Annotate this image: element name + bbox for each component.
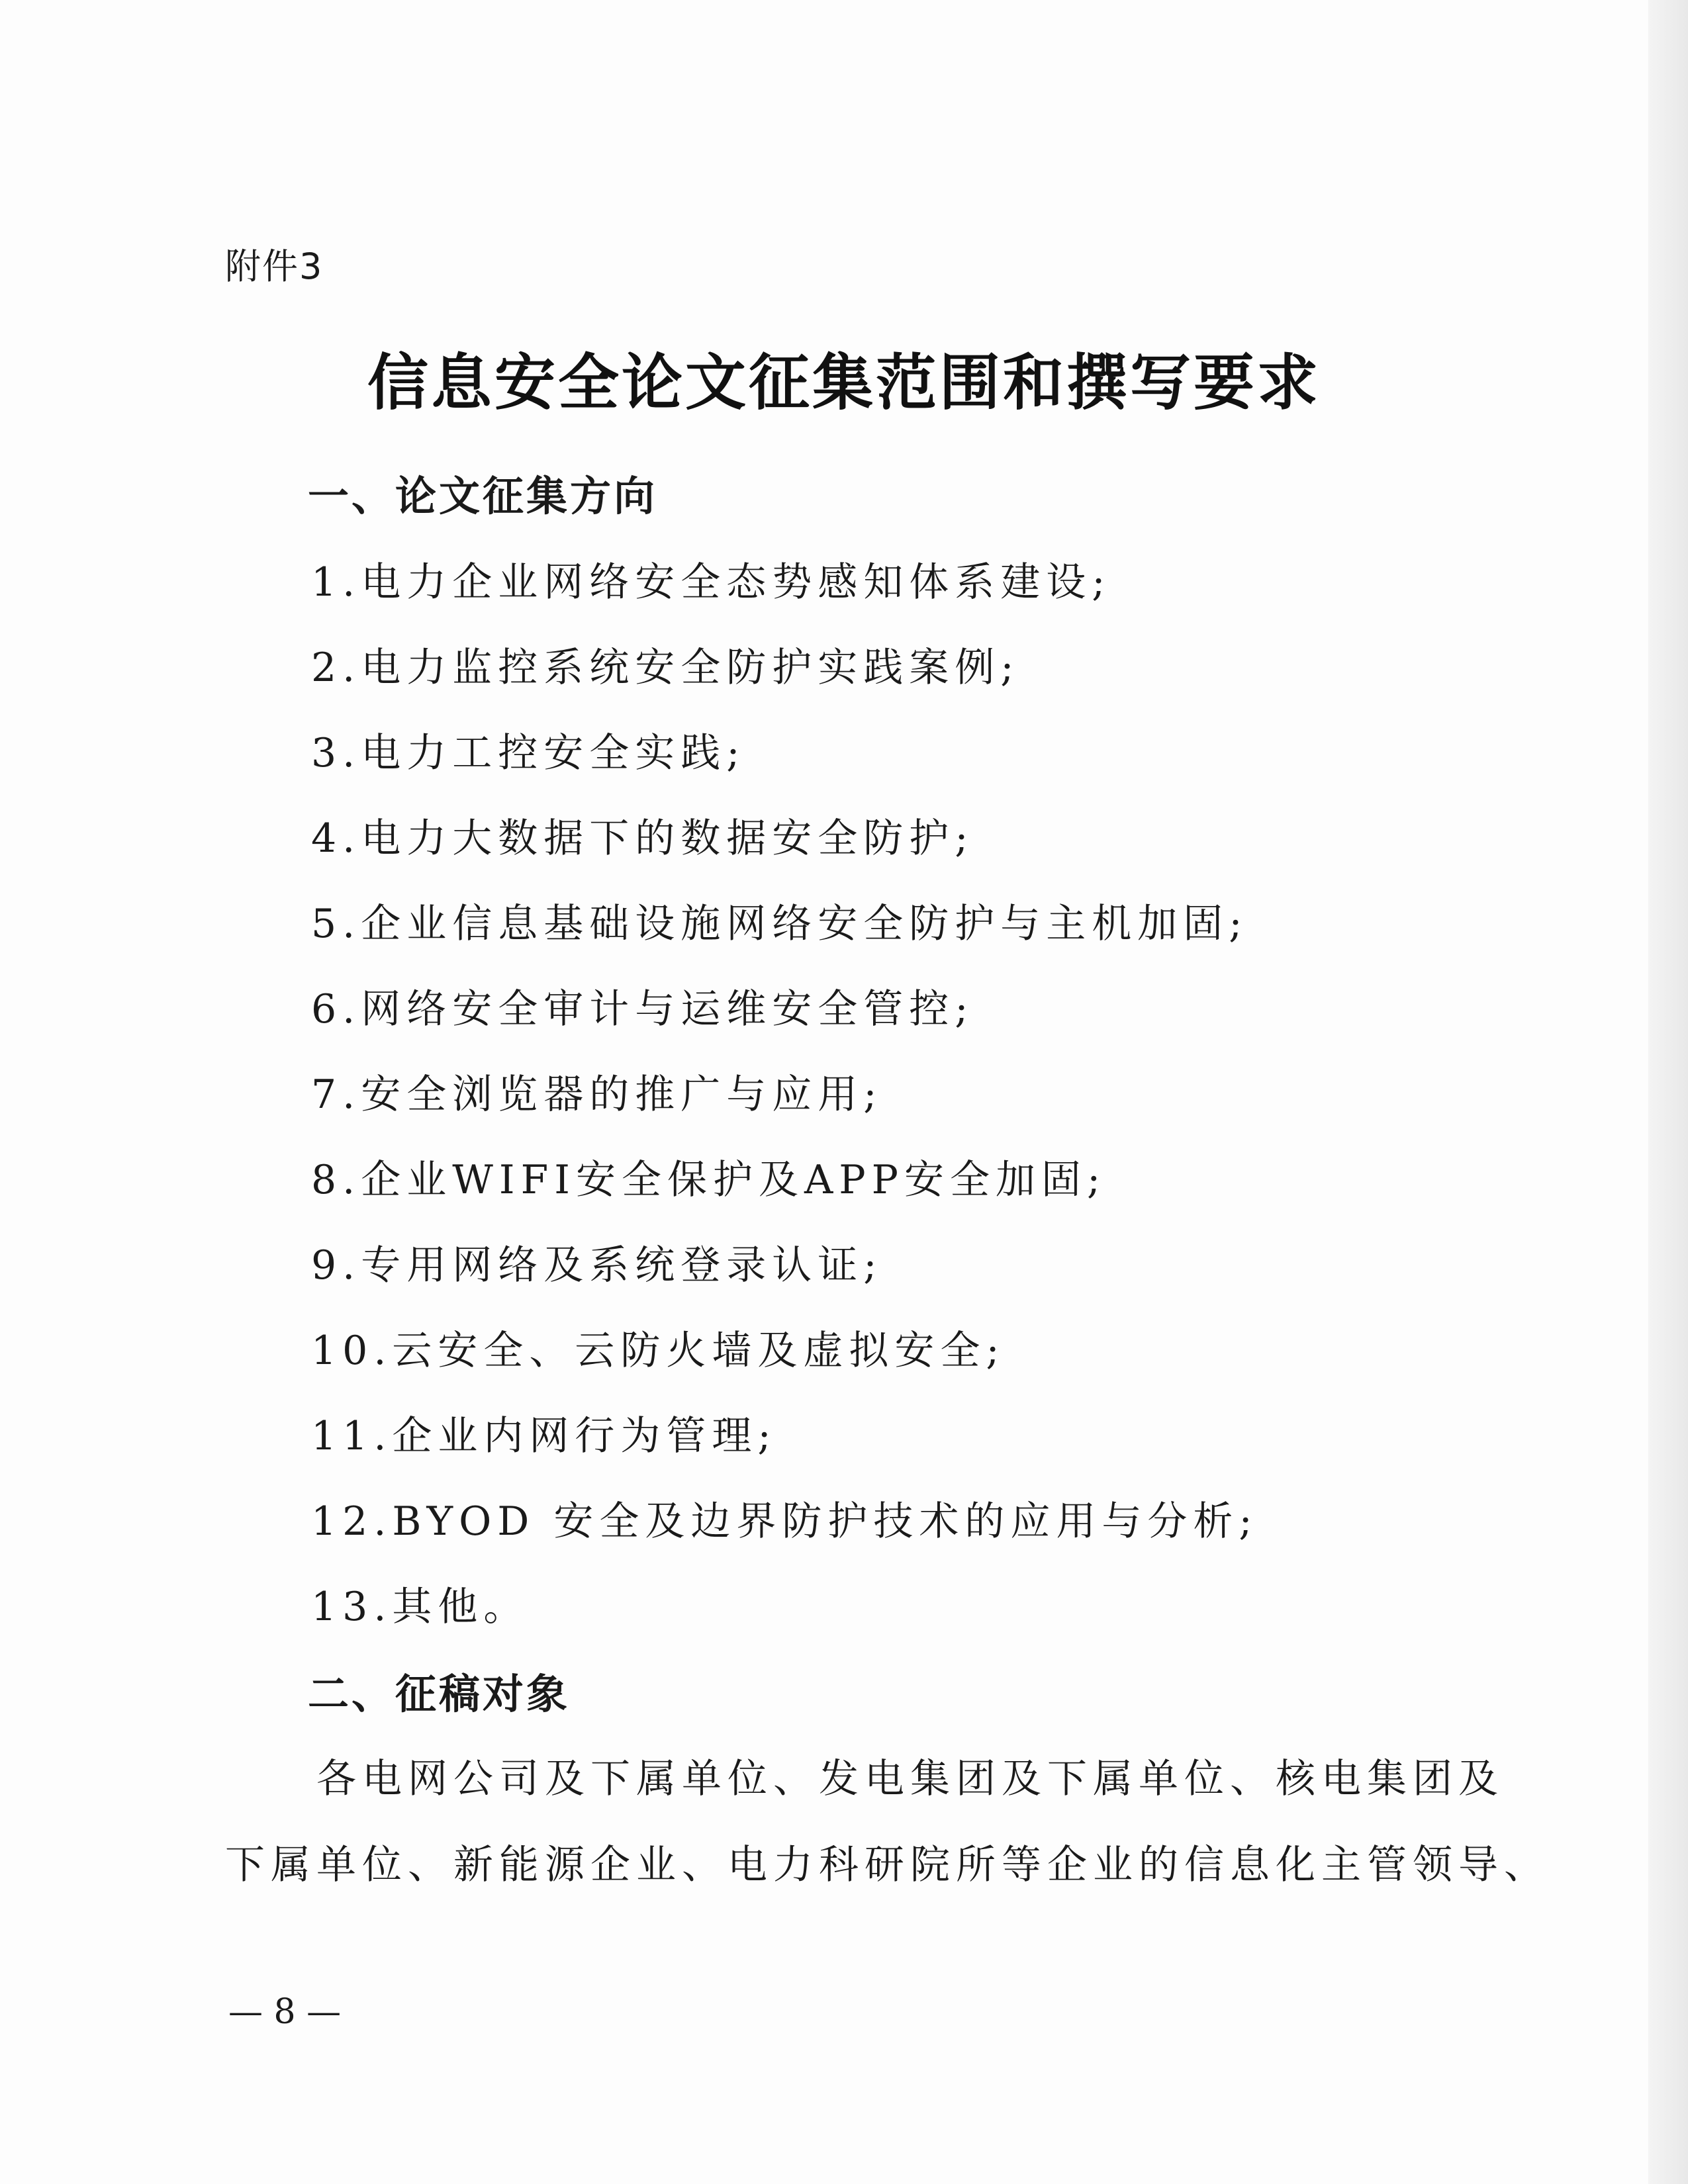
scan-edge xyxy=(1648,0,1688,2184)
section-heading-collection-directions: 一、论文征集方向 xyxy=(308,472,658,520)
list-item: 1.电力企业网络安全态势感知体系建设; xyxy=(311,559,1111,606)
list-item: 9.专用网络及系统登录认证; xyxy=(311,1242,883,1289)
list-item: 2.电力监控系统安全防护实践案例; xyxy=(311,645,1020,691)
list-item: 5.企业信息基础设施网络安全防护与主机加固; xyxy=(311,901,1248,947)
list-item: 12.BYOD 安全及边界防护技术的应用与分析; xyxy=(311,1498,1258,1545)
list-item: 7.安全浏览器的推广与应用; xyxy=(311,1071,883,1118)
paragraph-line: 下属单位、新能源企业、电力科研院所等企业的信息化主管领导、 xyxy=(225,1842,1550,1888)
list-item: 3.电力工控安全实践; xyxy=(311,730,746,776)
annex-label: 附件3 xyxy=(225,246,324,287)
list-item: 10.云安全、云防火墙及虚拟安全; xyxy=(311,1328,1006,1374)
document-title: 信息安全论文征集范围和撰写要求 xyxy=(367,347,1321,418)
list-item: 11.企业内网行为管理; xyxy=(311,1413,777,1459)
list-item: 4.电力大数据下的数据安全防护; xyxy=(311,815,974,862)
list-item: 13.其他。 xyxy=(311,1584,530,1630)
page-number: — 8 — xyxy=(228,1992,342,2032)
list-item: 8.企业WIFI安全保护及APP安全加固; xyxy=(311,1157,1107,1203)
paragraph-line: 各电网公司及下属单位、发电集团及下属单位、核电集团及 xyxy=(225,1756,1504,1802)
section-heading-submission-targets: 二、征稿对象 xyxy=(308,1670,571,1718)
topic-list xyxy=(311,549,1258,1659)
list-item: 6.网络安全审计与运维安全管控; xyxy=(311,986,974,1032)
